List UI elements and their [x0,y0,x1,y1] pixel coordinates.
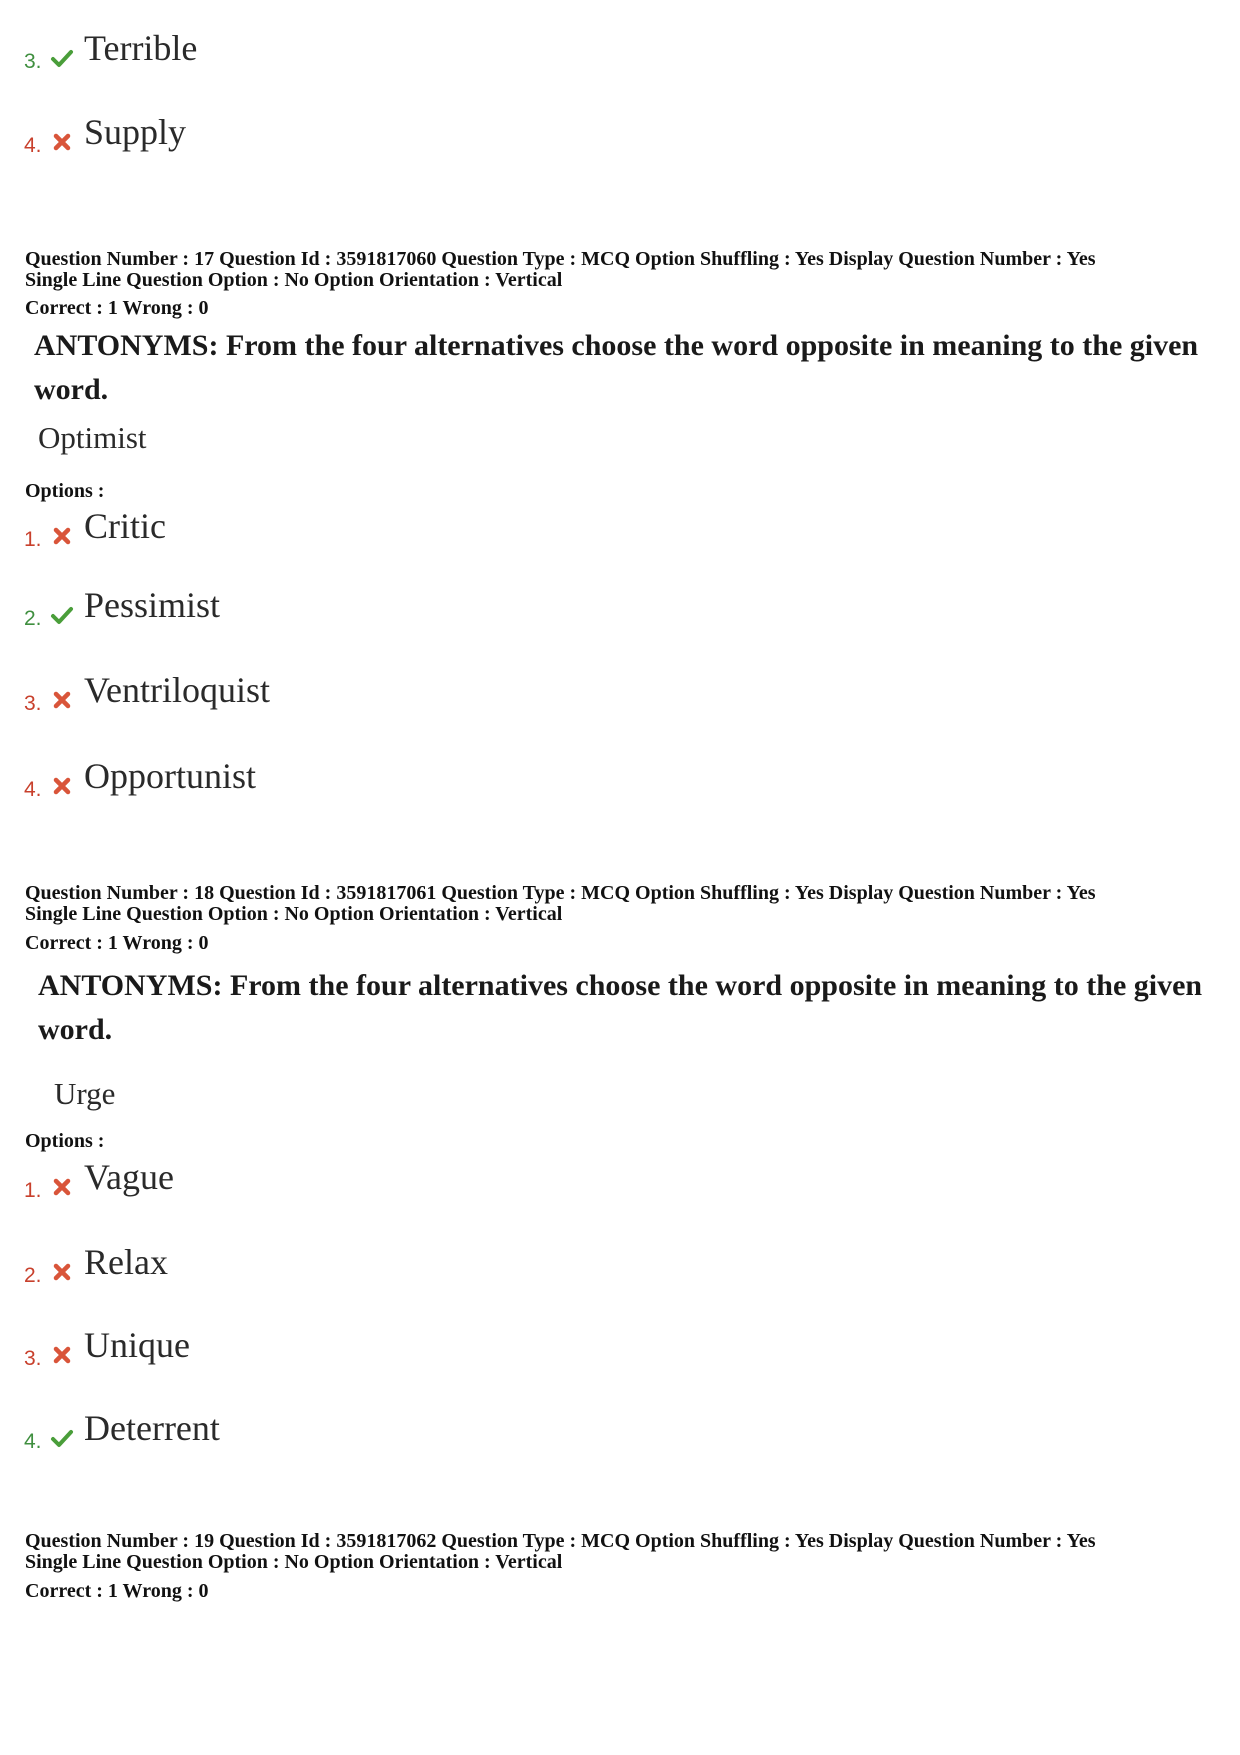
option-number: 4. [24,1430,42,1453]
option-text: Pessimist [84,585,221,625]
question-meta: Question Number : 17 Question Id : 3591817060 Question Type : MCQ Option Shuffling : Yes Display Question Number : Yes [25,248,1096,270]
check-icon [50,603,74,627]
option-text: Relax [84,1242,168,1282]
question-meta: Single Line Question Option : No Option Orientation : Vertical [25,269,563,291]
question-marks: Correct : 1 Wrong : 0 [25,932,209,954]
options-label: Options : [25,1130,105,1152]
options-label: Options : [25,480,105,502]
question-text: ANTONYMS: From the four alternatives choose the word opposite in meaning to the given word. [38,969,1203,1046]
option-number: 1. [24,1179,42,1202]
check-icon [50,46,74,70]
option-number: 3. [24,1347,42,1370]
question-marks: Correct : 1 Wrong : 0 [25,1580,209,1602]
option-text: Opportunist [84,756,257,796]
option-number: 2. [24,1264,42,1287]
cross-icon [50,1175,74,1199]
option-number: 3. [24,692,42,715]
option-text: Ventriloquist [84,670,270,710]
cross-icon [50,524,74,548]
option-text: Unique [84,1325,190,1365]
question-meta: Single Line Question Option : No Option Orientation : Vertical [25,1551,563,1573]
option-number: 3. [24,50,42,73]
cross-icon [50,688,74,712]
cross-icon [50,774,74,798]
question-meta: Question Number : 19 Question Id : 3591817062 Question Type : MCQ Option Shuffling : Yes Display Question Number : Yes [25,1530,1096,1552]
question-text: ANTONYMS: From the four alternatives choose the word opposite in meaning to the given word. [34,329,1199,406]
option-text: Deterrent [84,1408,220,1448]
question-meta: Question Number : 18 Question Id : 3591817061 Question Type : MCQ Option Shuffling : Yes Display Question Number : Yes [25,882,1096,904]
option-text: Supply [84,112,187,152]
option-number: 4. [24,778,42,801]
option-text: Terrible [84,28,198,68]
cross-icon [50,1343,74,1367]
question-meta: Single Line Question Option : No Option Orientation : Vertical [25,903,563,925]
option-number: 4. [24,134,42,157]
given-word: Optimist [38,420,147,455]
option-number: 1. [24,528,42,551]
option-text: Critic [84,506,166,546]
option-number: 2. [24,607,42,630]
given-word: Urge [54,1076,116,1111]
option-text: Vague [84,1157,174,1197]
check-icon [50,1426,74,1450]
question-marks: Correct : 1 Wrong : 0 [25,297,209,319]
cross-icon [50,130,74,154]
cross-icon [50,1260,74,1284]
